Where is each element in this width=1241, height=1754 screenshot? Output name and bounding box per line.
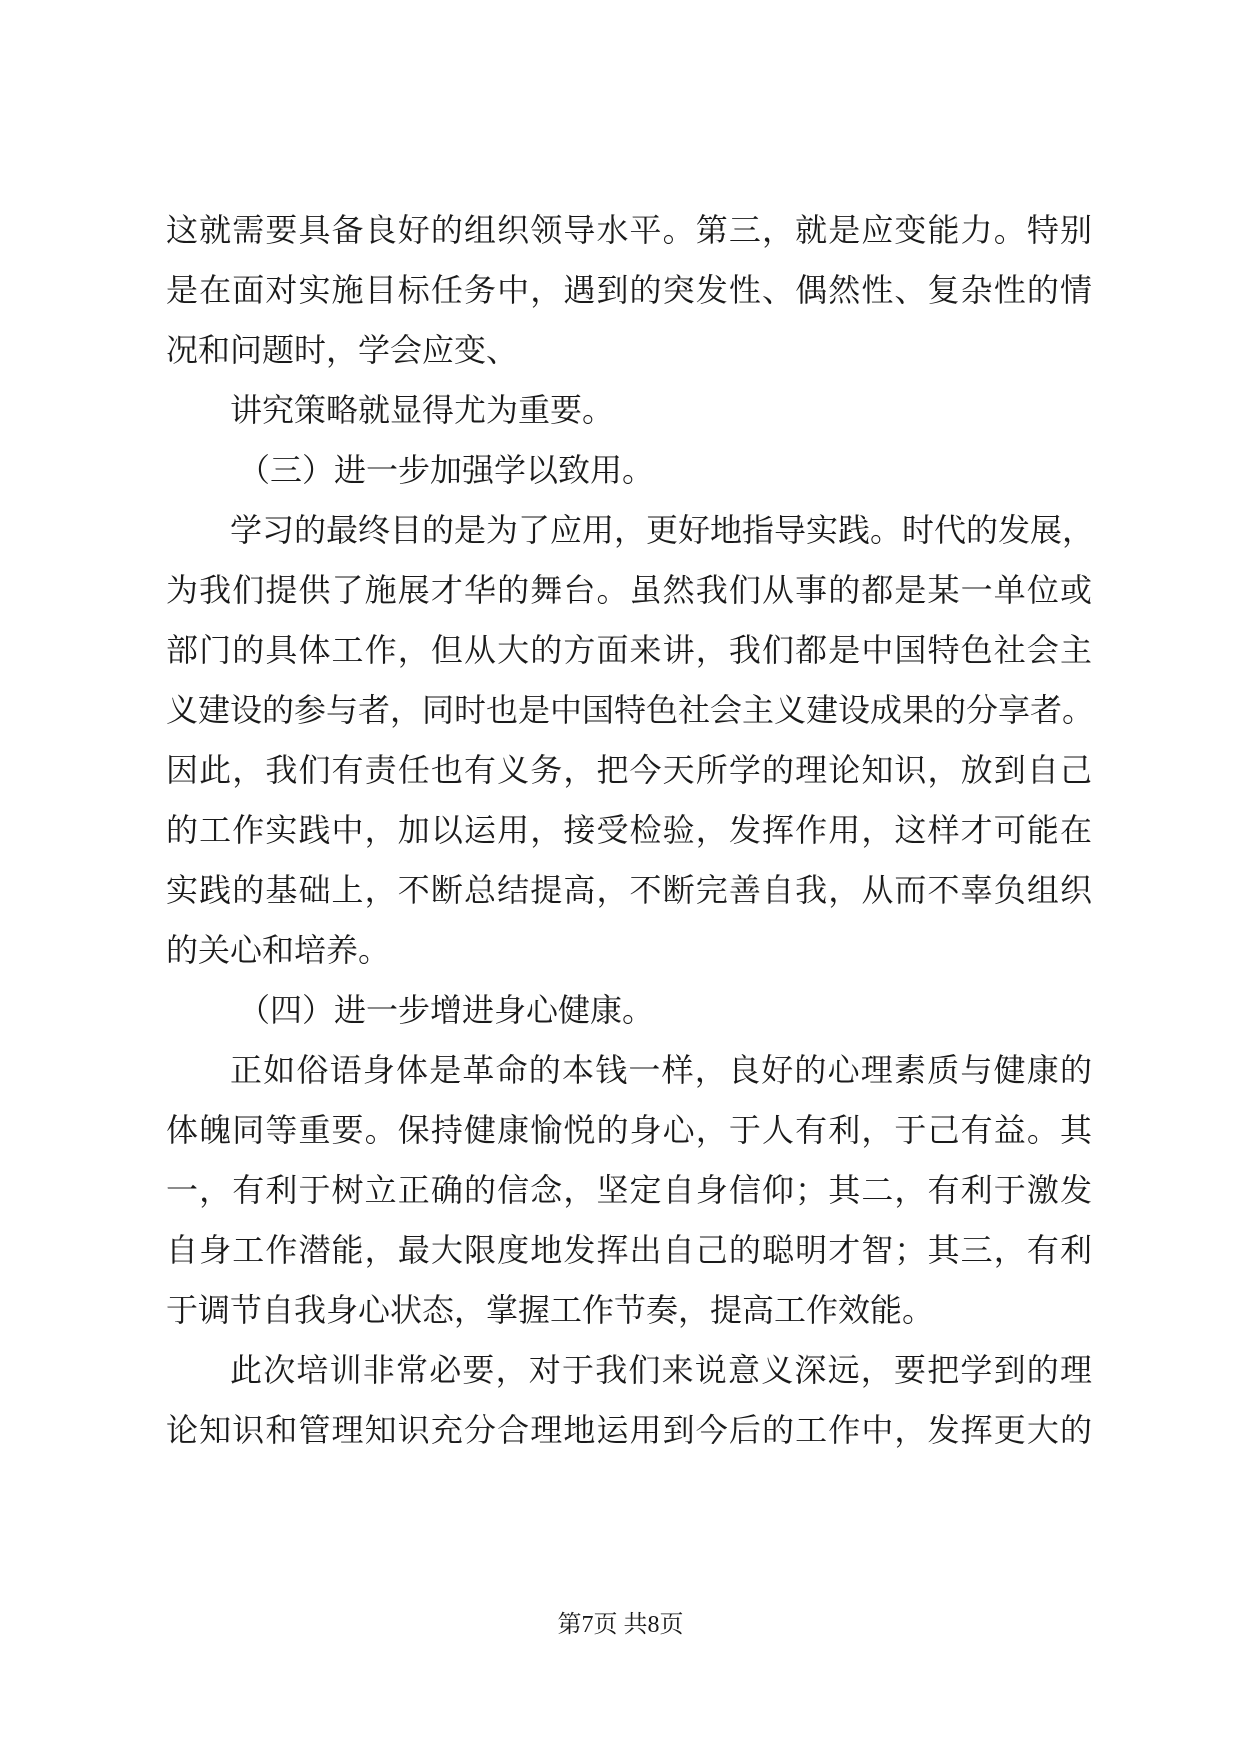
text-line: 讲究策略就显得尤为重要。	[230, 391, 615, 429]
text-line: 一，有利于树立正确的信念，坚定自身信仰；其二，有利于激发	[166, 1171, 1092, 1209]
text-line: 正如俗语身体是革命的本钱一样，良好的心理素质与健康的	[230, 1051, 1092, 1089]
text-line: 况和问题时，学会应变、	[166, 331, 519, 369]
text-line: 义建设的参与者，同时也是中国特色社会主义建设成果的分享者。	[166, 691, 1095, 729]
text-line: 实践的基础上，不断总结提高，不断完善自我，从而不辜负组织	[166, 871, 1092, 909]
text-line: 的工作实践中，加以运用，接受检验，发挥作用，这样才可能在	[166, 811, 1092, 849]
text-line: 于调节自我身心状态，掌握工作节奏，提高工作效能。	[166, 1291, 935, 1329]
section-heading: （三）进一步加强学以致用。	[238, 451, 655, 489]
section-heading: （四）进一步增进身心健康。	[238, 991, 655, 1029]
text-line: 这就需要具备良好的组织领导水平。第三，就是应变能力。特别	[166, 211, 1092, 249]
text-line: 是在面对实施目标任务中，遇到的突发性、偶然性、复杂性的情	[166, 271, 1092, 309]
text-line: 体魄同等重要。保持健康愉悦的身心，于人有利，于己有益。其	[166, 1111, 1092, 1149]
text-line: 的关心和培养。	[166, 931, 391, 969]
text-line: 学习的最终目的是为了应用，更好地指导实践。时代的发展，	[230, 511, 1095, 549]
text-line: 论知识和管理知识充分合理地运用到今后的工作中，发挥更大的	[166, 1411, 1092, 1449]
page-number-footer: 第7页 共8页	[557, 1612, 684, 1638]
text-line: 此次培训非常必要，对于我们来说意义深远，要把学到的理	[230, 1351, 1092, 1389]
text-line: 因此，我们有责任也有义务，把今天所学的理论知识，放到自己	[166, 751, 1092, 789]
text-line: 部门的具体工作，但从大的方面来讲，我们都是中国特色社会主	[166, 631, 1092, 669]
text-line: 为我们提供了施展才华的舞台。虽然我们从事的都是某一单位或	[166, 571, 1092, 609]
text-line: 自身工作潜能，最大限度地发挥出自己的聪明才智；其三，有利	[166, 1231, 1092, 1269]
